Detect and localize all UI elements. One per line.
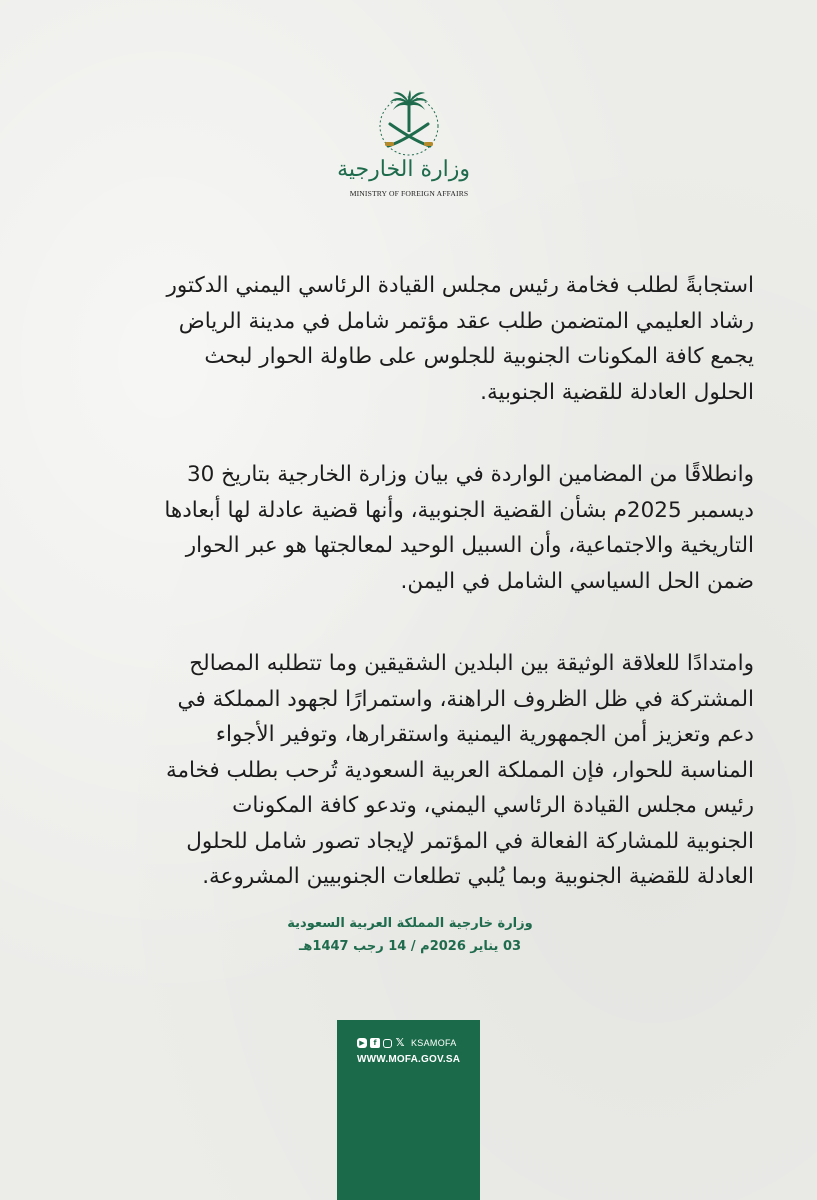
x-icon[interactable]: 𝕏	[395, 1036, 405, 1049]
statement-line: دعم وتعزيز أمن الجمهورية اليمنية واستقرارها، وتوفير الأجواء	[215, 722, 754, 747]
statement-line: العادلة للقضية الجنوبية وبما يُلبي تطلعات الجنوبيين المشروعة.	[202, 864, 754, 889]
youtube-icon[interactable]: ▶	[357, 1038, 367, 1048]
facebook-icon[interactable]: f	[370, 1038, 380, 1048]
signature-organization: وزارة خارجية المملكة العربية السعودية	[287, 916, 533, 931]
statement-line: المشتركة في ظل الظروف الراهنة، واستمرارًا لجهود المملكة في	[177, 686, 754, 712]
social-handle[interactable]: KSAMOFA	[411, 1038, 457, 1048]
statement-line: التاريخية والاجتماعية، وأن السبيل الوحيد لمعالجتها هو عبر الحوار	[185, 533, 754, 558]
statement-paragraph-3	[64, 646, 754, 895]
social-links	[357, 1037, 457, 1049]
statement-line: الجنوبية للمشاركة الفعالة في المؤتمر لإيجاد تصور شامل للحلول	[186, 828, 754, 854]
statement-line: استجابةً لطلب فخامة رئيس مجلس القيادة الرئاسي اليمني الدكتور	[166, 273, 754, 298]
statement-paragraph-2	[64, 457, 754, 599]
saudi-emblem-palm-swords-icon	[372, 88, 446, 158]
statement-line: وامتدادًا للعلاقة الوثيقة بين البلدين الشقيقين وما تتطلبه المصالح	[189, 651, 754, 676]
footer-panel	[337, 1020, 480, 1200]
ministry-name-arabic: وزارة الخارجية	[337, 157, 470, 182]
statement-line: المناسبة للحوار، فإن المملكة العربية السعودية تُرحب بطلب فخامة	[165, 757, 754, 783]
statement-paragraph-1	[64, 268, 754, 410]
website-link[interactable]: WWW.MOFA.GOV.SA	[357, 1054, 461, 1065]
statement-line: رئيس مجلس القيادة الرئاسي اليمني، وتدعو كافة المكونات	[232, 793, 754, 818]
ministry-logo	[337, 88, 470, 206]
statement-line: الحلول العادلة للقضية الجنوبية.	[480, 379, 754, 405]
statement-line: رشاد العليمي المتضمن طلب عقد مؤتمر شامل في مدينة الرياض	[178, 308, 754, 334]
statement-line: ديسمبر 2025م بشأن القضية الجنوبية، وأنها قضية عادلة لها أبعادها	[164, 497, 754, 523]
press-statement	[64, 268, 754, 895]
statement-line: ضمن الحل السياسي الشامل في اليمن.	[400, 568, 754, 594]
instagram-icon[interactable]	[383, 1039, 392, 1048]
statement-line: وانطلاقًا من المضامين الواردة في بيان وزارة الخارجية بتاريخ 30	[186, 462, 754, 487]
statement-line: يجمع كافة المكونات الجنوبية للجلوس على طاولة الحوار لبحث	[204, 344, 754, 369]
signature-date: 03 يناير 2026م / 14 رجب 1447هـ	[298, 939, 522, 954]
ministry-name-english: MINISTRY OF FOREIGN AFFAIRS	[349, 189, 469, 198]
